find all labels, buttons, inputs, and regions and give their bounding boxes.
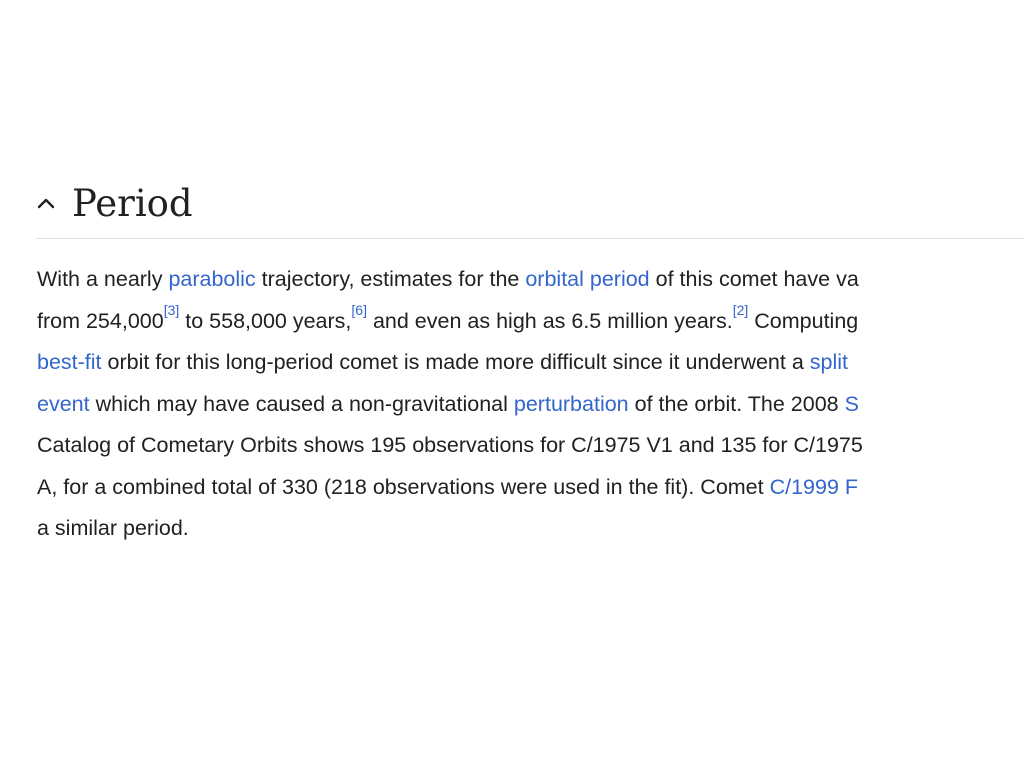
section-title: Period [72,181,193,225]
text-run: to 558,000 years, [179,308,352,333]
paragraph-line [37,384,1024,426]
paragraph-line [37,301,1024,343]
reference-link[interactable]: [2] [732,302,749,319]
text-run: a similar period. [37,516,189,540]
reference-link[interactable]: [3] [163,302,180,319]
wiki-link[interactable]: split [809,350,849,374]
chevron-up-icon[interactable] [36,193,56,213]
text-run: of this comet have va [649,267,859,291]
wiki-link[interactable]: best-fit [37,350,102,374]
text-run: and even as high as 6.5 million years. [366,308,733,333]
text-run: from 254,000 [37,308,164,333]
wiki-link[interactable]: S [844,391,859,416]
text-run: Catalog of Cometary Orbits shows 195 observations for C/1975 V1 and 135 for C/1975 [37,433,863,457]
text-run: Computing [748,308,859,333]
reference-superscript [351,302,367,318]
section-header-period[interactable] [36,168,1024,239]
wiki-link[interactable]: orbital period [525,267,650,291]
reference-link[interactable]: [6] [351,302,367,319]
paragraph-line [37,342,1024,384]
wiki-link[interactable]: perturbation [513,391,629,416]
reference-superscript [733,302,749,318]
paragraph-line [37,259,1024,301]
wiki-link[interactable]: event [37,391,90,416]
paragraph-line [37,467,1024,509]
paragraph-line [37,508,1024,550]
text-run: which may have caused a non-gravitational [89,391,514,416]
wiki-link[interactable]: C/1999 F [769,474,859,499]
wiki-link[interactable]: parabolic [168,267,256,291]
section-paragraph [37,259,1024,550]
reference-superscript [164,302,180,318]
text-run: A, for a combined total of 330 (218 observations were used in the fit). Comet [37,474,770,499]
paragraph-line [37,425,1024,467]
text-run: With a nearly [37,267,169,291]
text-run: of the orbit. The 2008 [628,391,845,416]
text-run: trajectory, estimates for the [255,267,526,291]
text-run: orbit for this long-period comet is made more difficult since it underwent a [101,350,810,374]
